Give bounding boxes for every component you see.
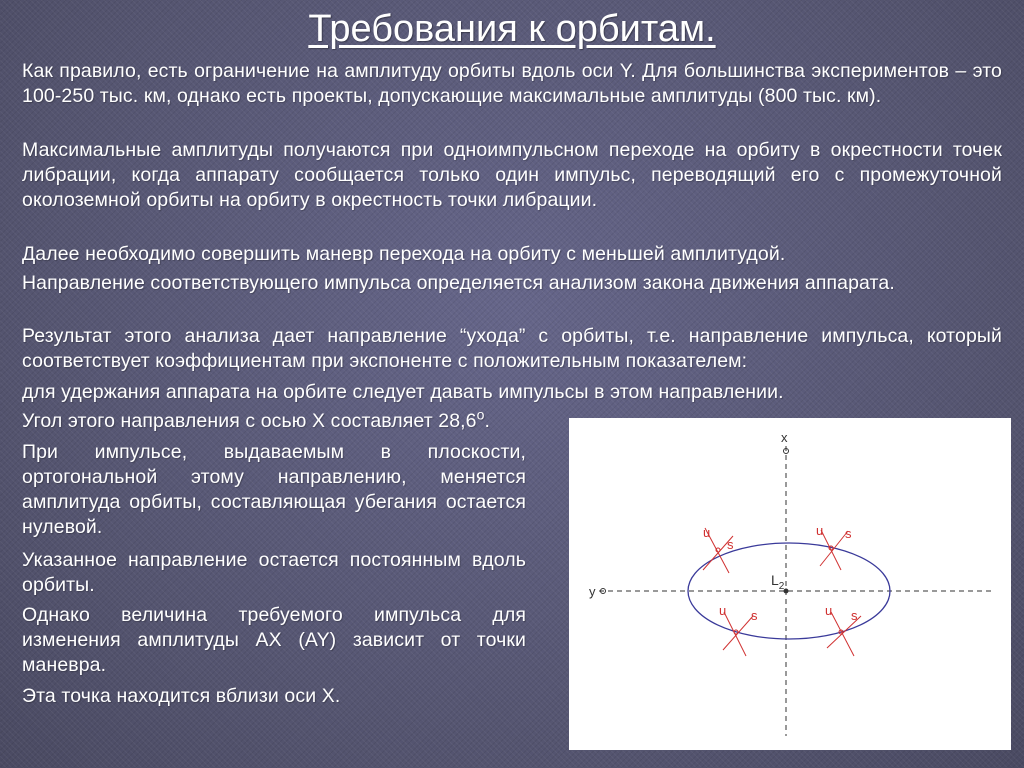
paragraph-analysis-result: Результат этого анализа дает направление “ухода” с орбиты, т.е. направление импульса, который соответствует коэффициентам при экспоненте с положительным показателем: — [22, 325, 1002, 372]
paragraph-orbit-keeping: для удержания аппарата на орбите следует давать импульсы в этом направлении. — [22, 381, 784, 403]
slide-title: Требования к орбитам. — [308, 8, 716, 50]
angle-end: . — [484, 410, 491, 432]
degree-symbol: о — [476, 406, 485, 423]
orbit-diagram — [569, 418, 1011, 750]
maneuver-marker-bottom-left — [723, 612, 753, 656]
y-axis-label: y — [589, 584, 596, 599]
u-label-bottom-left: u — [719, 603, 727, 618]
paragraph-amplitude-limit: Как правило, есть ограничение на амплитуду орбиты вдоль оси Y. Для большинства экспериментов – это 100-250 тыс. км, однако есть проекты, допускающие максимальные амплитуды (800 тыс. км). — [22, 60, 1002, 107]
angle-text: Угол этого направления с осью X составляет 28,6 — [22, 410, 477, 432]
paragraph-angle — [22, 406, 582, 434]
s-label-bottom-right: s — [851, 608, 858, 623]
paragraph-constant-direction: Указанное направление остается постоянным вдоль орбиты. — [22, 549, 526, 596]
s-label-top-left: s — [727, 537, 734, 552]
orbit-figure — [569, 418, 1011, 750]
u-label-top-left: u — [703, 525, 711, 540]
s-label-bottom-left: s — [751, 608, 758, 623]
paragraph-maneuver-point: Эта точка находится вблизи оси X. — [22, 685, 341, 707]
l2-label: $L_2$ — [771, 572, 785, 592]
paragraph-impulse-direction: Направление соответствующего импульса определяется анализом закона движения аппарата. — [22, 272, 895, 294]
paragraph-orthogonal-impulse: При импульсе, выдаваемым в плоскости, ортогональной этому направлению, меняется амплитуда орбиты, составляющая убегания остается нулевой. — [22, 441, 526, 538]
paragraph-maneuver: Далее необходимо совершить маневр перехода на орбиту с меньшей амплитудой. — [22, 243, 786, 265]
s-label-top-right: s — [845, 526, 852, 541]
paragraph-max-amplitudes: Максимальные амплитуды получаются при одноимпульсном переходе на орбиту в окрестности точек либрации, когда аппарату сообщается только один импульс, переводящий его с промежуточной околоземной орбиты на орбиту в окрестность точки либрации. — [22, 139, 1002, 211]
paragraph-impulse-magnitude: Однако величина требуемого импульса для изменения амплитуды АХ (AY) зависит от точки маневра. — [22, 604, 526, 676]
u-label-bottom-right: u — [825, 603, 833, 618]
u-label-top-right: u — [816, 523, 824, 538]
x-axis-label: x — [781, 430, 788, 445]
